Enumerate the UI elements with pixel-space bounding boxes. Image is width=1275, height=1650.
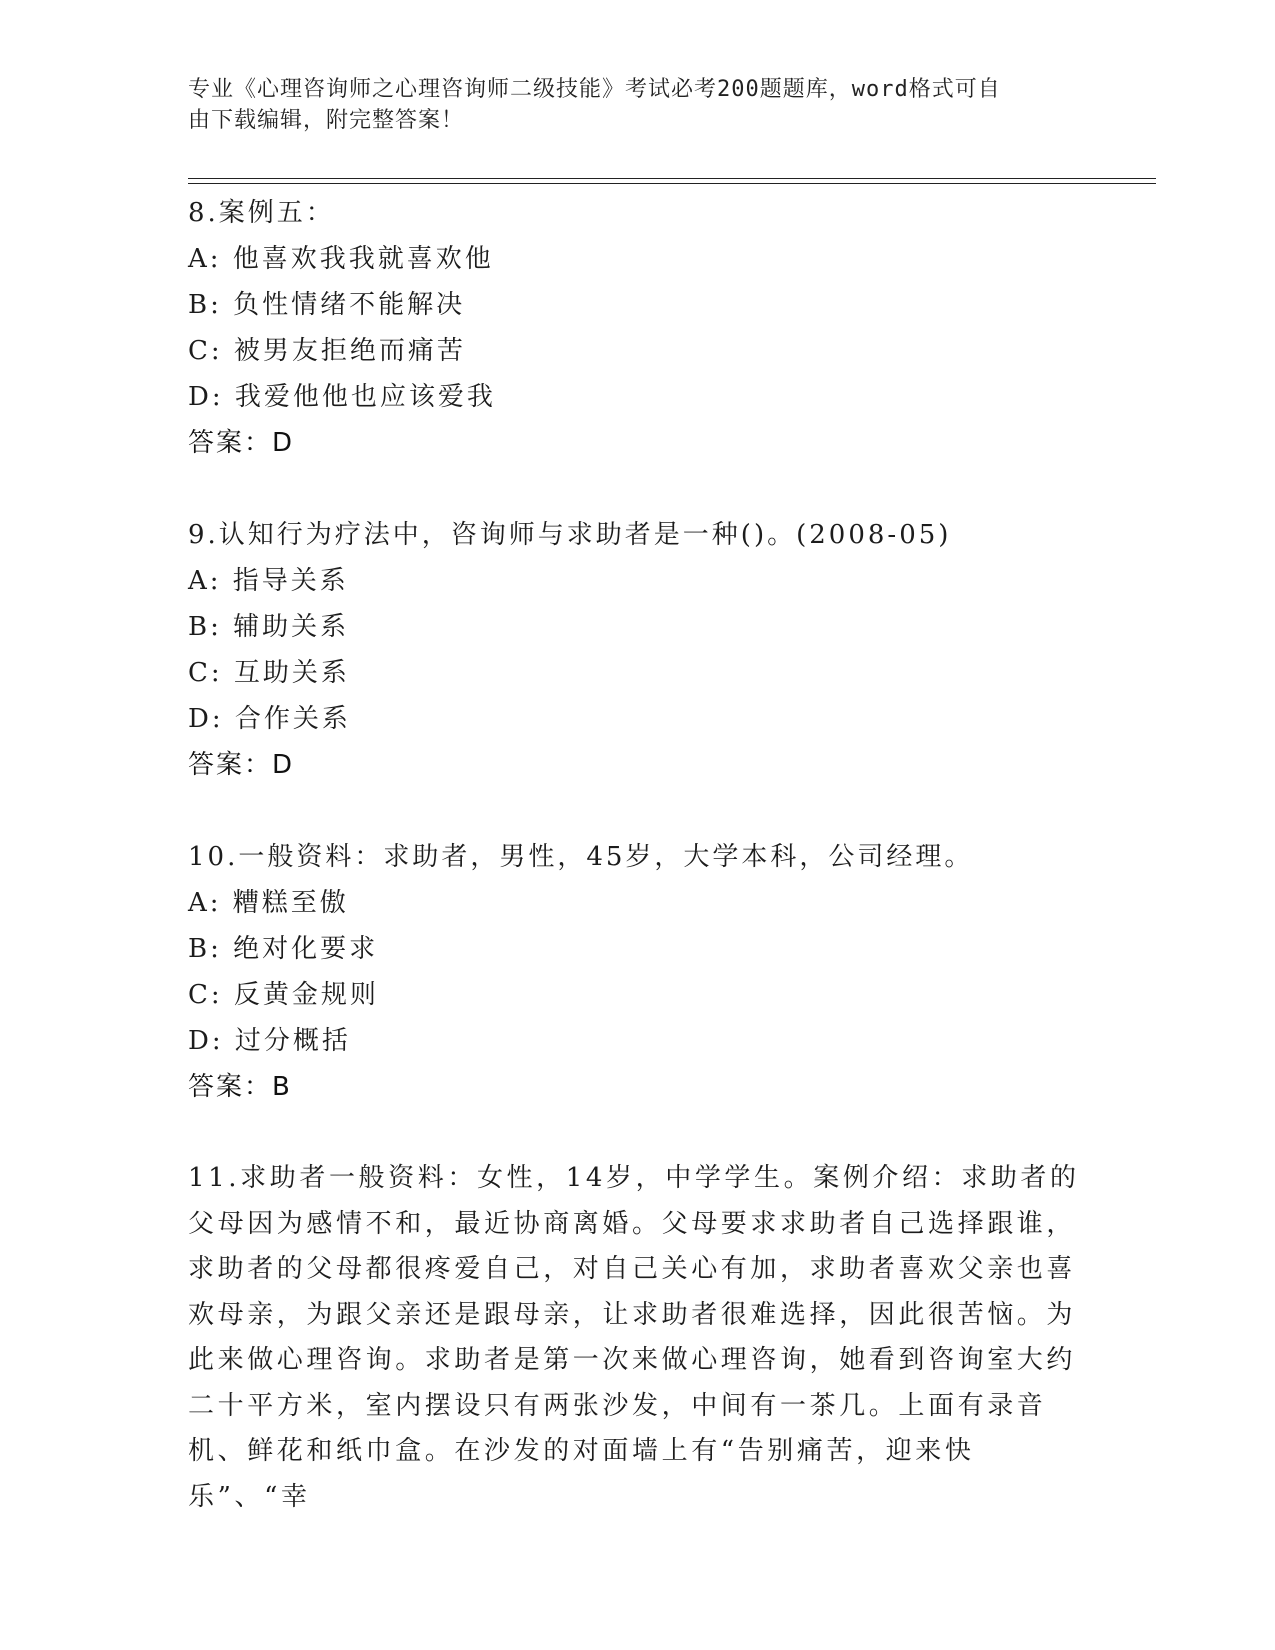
- option-d: D: 合作关系: [188, 704, 351, 734]
- option-b: B: 负性情绪不能解决: [188, 290, 466, 320]
- option-c: C: 互助关系: [188, 658, 350, 688]
- answer-line: 答案：D: [188, 750, 295, 780]
- question-stem: 8.案例五：: [188, 198, 335, 228]
- option-a: A: 指导关系: [188, 566, 349, 596]
- question-9: [188, 512, 1088, 788]
- header-divider-bottom: [188, 183, 1156, 184]
- option-c: C: 反黄金规则: [188, 980, 379, 1010]
- option-a: A: 糟糕至傲: [188, 888, 349, 918]
- option-c: C: 被男友拒绝而痛苦: [188, 336, 466, 366]
- option-b: B: 辅助关系: [188, 612, 350, 642]
- question-stem: 9.认知行为疗法中，咨询师与求助者是一种()。(2008-05): [188, 520, 952, 550]
- header-divider-top: [188, 178, 1156, 179]
- question-8: [188, 190, 1088, 466]
- header-line-2: 由下载编辑，附完整答案！: [188, 108, 465, 133]
- question-list: [188, 190, 1088, 1520]
- answer-line: 答案：D: [188, 428, 295, 458]
- header-line-1: 专业《心理咨询师之心理咨询师二级技能》考试必考200题题库，word格式可自: [188, 77, 1001, 102]
- option-d: D: 过分概括: [188, 1026, 351, 1056]
- option-a: A: 他喜欢我我就喜欢他: [188, 244, 494, 274]
- question-stem: 10.一般资料：求助者，男性，45岁，大学本科，公司经理。: [188, 842, 974, 872]
- option-d: D: 我爱他他也应该爱我: [188, 382, 496, 412]
- question-11: [188, 1156, 1088, 1520]
- answer-line: 答案：B: [188, 1072, 292, 1102]
- document-header: [188, 74, 1068, 136]
- question-10: [188, 834, 1088, 1110]
- question-stem: 11.求助者一般资料：女性，14岁，中学学生。案例介绍：求助者的父母因为感情不和，最近协商离婚。父母要求求助者自己选择跟谁，求助者的父母都很疼爱自己，对自己关心有加，求助者喜欢父亲也喜欢母亲，为跟父亲还是跟母亲，让求助者很难选择，因此很苦恼。为此来做心理咨询。求助者是第一次来做心理咨询，她看到咨询室大约二十平方米，室内摆设只有两张沙发，中间有一茶几。上面有录音机、鲜花和纸巾盒。在沙发的对面墙上有“告别痛苦，迎来快乐”、“幸: [188, 1163, 1080, 1512]
- option-b: B: 绝对化要求: [188, 934, 379, 964]
